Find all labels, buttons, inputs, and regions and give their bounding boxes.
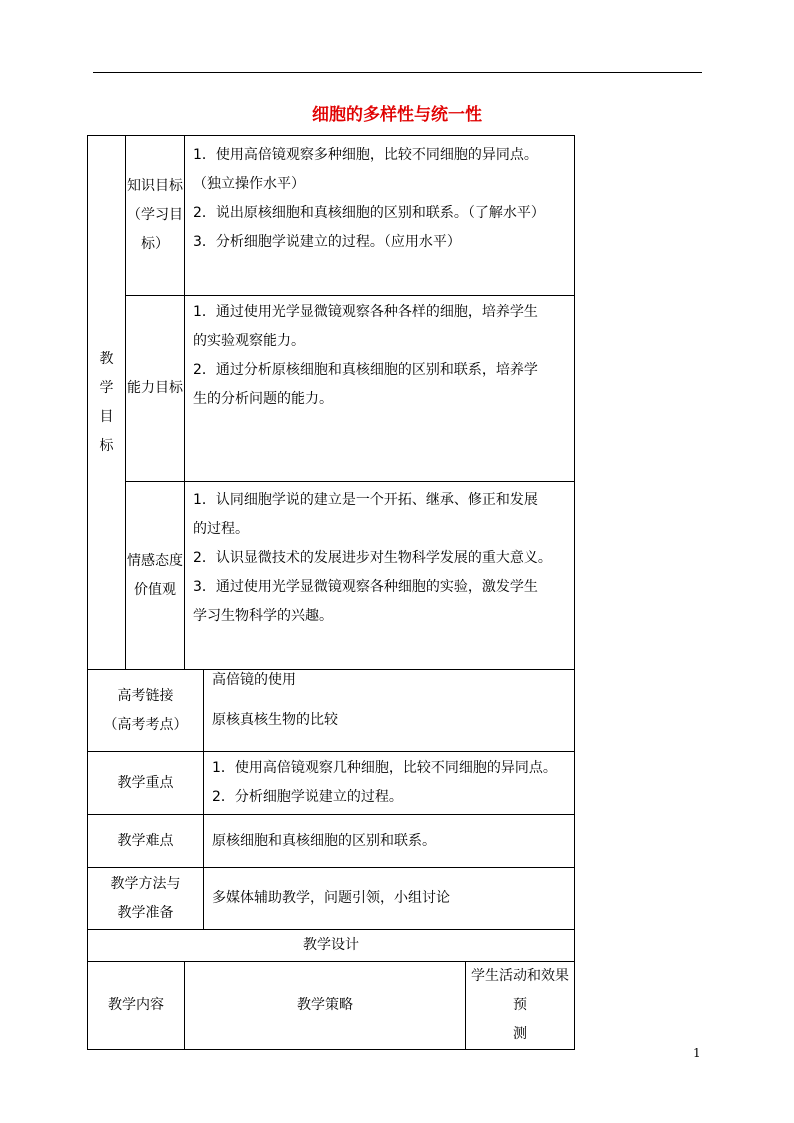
document-title: 细胞的多样性与统一性	[312, 105, 482, 125]
emotion-objectives-content: 1．认同细胞学说的建立是一个开拓、继承、修正和发展 的过程。 2．认识显微技术的发展进步对生物科学发展的重大意义。 3．通过使用光学显微镜观察各种细胞的实验，激发学生 学习生物科学的兴趣。	[185, 482, 575, 670]
knowledge-objectives-content: 1．使用高倍镜观察多种细胞，比较不同细胞的异同点。 （独立操作水平） 2．说出原核细胞和真核细胞的区别和联系。（了解水平） 3．分析细胞学说建立的过程。（应用水平）	[185, 136, 575, 296]
col-teaching-strategy: 教学策略	[185, 962, 466, 1050]
exam-link-row	[88, 670, 575, 752]
ability-objectives-label: 能力目标	[126, 296, 185, 482]
key-points-label: 教学重点	[88, 752, 204, 815]
col-teaching-content: 教学内容	[88, 962, 185, 1050]
page-number: 1	[693, 1046, 701, 1060]
methods-row	[88, 868, 575, 930]
lesson-plan-table	[87, 135, 575, 1050]
knowledge-objectives-label: 知识目标 （学习目 标）	[126, 136, 185, 296]
emotion-objectives-row	[88, 482, 575, 670]
exam-link-content: 高倍镜的使用 原核真核生物的比较	[204, 670, 575, 752]
knowledge-objectives-row	[88, 136, 575, 296]
difficulties-content: 原核细胞和真核细胞的区别和联系。	[204, 815, 575, 868]
ability-objectives-row	[88, 296, 575, 482]
design-header: 教学设计	[88, 930, 575, 962]
key-points-content: 1．使用高倍镜观察几种细胞，比较不同细胞的异同点。 2．分析细胞学说建立的过程。	[204, 752, 575, 815]
difficulties-row	[88, 815, 575, 868]
ability-objectives-content: 1．通过使用光学显微镜观察各种各样的细胞，培养学生 的实验观察能力。 2．通过分析原核细胞和真核细胞的区别和联系，培养学 生的分析问题的能力。	[185, 296, 575, 482]
design-columns-row	[88, 962, 575, 1050]
design-header-row	[88, 930, 575, 962]
difficulties-label: 教学难点	[88, 815, 204, 868]
methods-label: 教学方法与 教学准备	[88, 868, 204, 930]
col-student-activity: 学生活动和效果预 测	[466, 962, 575, 1050]
exam-link-label: 高考链接 （高考考点）	[88, 670, 204, 752]
header-rule	[93, 72, 702, 73]
emotion-objectives-label: 情感态度 价值观	[126, 482, 185, 670]
methods-content: 多媒体辅助教学，问题引领，小组讨论	[204, 868, 575, 930]
key-points-row	[88, 752, 575, 815]
teaching-objectives-label: 教 学 目 标	[88, 136, 126, 670]
